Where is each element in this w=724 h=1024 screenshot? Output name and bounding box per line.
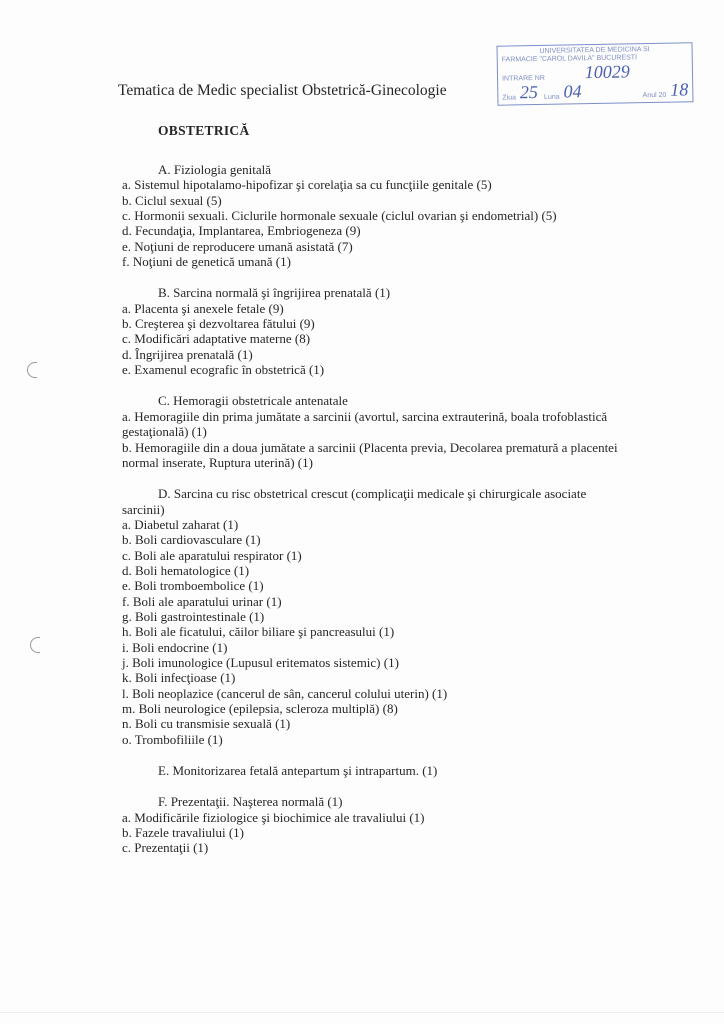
punch-hole-mark bbox=[30, 637, 40, 653]
subsection-title: B. Sarcina normală şi îngrijirea prenatală (1) bbox=[158, 285, 391, 301]
list-item: b. Fazele travaliului (1) bbox=[122, 825, 245, 841]
syllabus-body bbox=[122, 162, 642, 856]
spacer bbox=[122, 377, 642, 393]
list-item: b. Creşterea şi dezvoltarea fătului (9) bbox=[122, 316, 315, 332]
subsection-title: F. Prezentaţii. Naşterea normală (1) bbox=[158, 794, 343, 810]
list-item: d. Boli hematologice (1) bbox=[122, 562, 250, 578]
section-heading: OBSTETRICĂ bbox=[158, 123, 250, 138]
registration-stamp bbox=[496, 42, 693, 105]
list-item: k. Boli infecţioase (1) bbox=[122, 670, 236, 686]
subsection-title: C. Hemoragii obstetricale antenatale bbox=[158, 393, 348, 409]
stamp-month: 04 bbox=[563, 81, 582, 102]
list-item: a. Placenta şi anexele fetale (9) bbox=[122, 300, 284, 316]
list-item: o. Trombofiliile (1) bbox=[122, 731, 223, 747]
list-item: b. Boli cardiovasculare (1) bbox=[122, 532, 261, 548]
list-item: m. Boli neurologice (epilepsia, scleroza multiplă) (8) bbox=[122, 701, 398, 716]
list-item: i. Boli endocrine (1) bbox=[122, 639, 228, 655]
list-item: f. Noţiuni de genetică umană (1) bbox=[122, 254, 291, 270]
list-item: l. Boli neoplazice (cancerul de sân, cancerul colului uterin) (1) bbox=[122, 685, 448, 701]
list-item: d. Fecundaţia, Implantarea, Embriogeneza (9) bbox=[122, 223, 361, 239]
stamp-row bbox=[502, 80, 688, 102]
list-item: n. Boli cu transmisie sexuală (1) bbox=[122, 716, 291, 732]
list-item: f. Boli ale aparatului urinar (1) bbox=[122, 593, 282, 609]
list-item: j. Boli imunologice (Lupusul eritematos sistemic) (1) bbox=[122, 654, 399, 670]
list-item: e. Examenul ecografic în obstetrică (1) bbox=[122, 362, 325, 378]
spacer bbox=[122, 269, 642, 285]
scan-edge bbox=[0, 1012, 724, 1013]
list-item: e. Boli tromboembolice (1) bbox=[122, 578, 264, 594]
subsection-title: D. Sarcina cu risc obstetrical crescut (complicaţii medicale şi chirurgicale asociate bbox=[158, 486, 587, 502]
list-item: b. Hemoragiile din a doua jumătate a sarcinii (Placenta previa, Decolarea prematură a placentei normal inserate, Ruptura uterină) (1) bbox=[122, 439, 618, 470]
stamp-zi-label: Ziua bbox=[502, 94, 517, 102]
stamp-university: UNIVERSITATEA DE MEDICINA SI bbox=[539, 46, 650, 55]
punch-hole-mark bbox=[27, 362, 37, 378]
list-item: a. Diabetul zaharat (1) bbox=[122, 516, 239, 532]
spacer bbox=[122, 778, 642, 794]
spacer bbox=[122, 747, 642, 763]
list-item: a. Hemoragiile din prima jumătate a sarcinii (avortul, sarcina extrauterină, boala trofoblastică gestaţională) (1) bbox=[122, 408, 608, 440]
stamp-luna-label: Luna bbox=[543, 93, 560, 101]
list-item: g. Boli gastrointestinale (1) bbox=[122, 608, 265, 624]
list-item: c. Modificări adaptative materne (8) bbox=[122, 331, 311, 347]
subsection-title: A. Fiziologia genitală bbox=[158, 162, 272, 177]
spacer bbox=[122, 470, 642, 486]
stamp-anul-label: Anul 20 bbox=[642, 91, 667, 100]
stamp-entry-number: 10029 bbox=[584, 61, 630, 83]
list-item: e. Noţiuni de reproducere umană asistată (7) bbox=[122, 238, 353, 254]
stamp-year: 18 bbox=[670, 79, 689, 100]
subsection-title: E. Monitorizarea fetală antepartum şi intrapartum. (1) bbox=[158, 763, 438, 779]
list-item: d. Îngrijirea prenatală (1) bbox=[122, 346, 253, 362]
list-item: a. Sistemul hipotalamo-hipofizar şi corelaţia sa cu funcţiile genitale (5) bbox=[122, 177, 492, 193]
list-item: a. Modificările fiziologice şi biochimice ale travaliului (1) bbox=[122, 809, 425, 825]
stamp-intrare-label: INTRARE NR bbox=[502, 74, 545, 83]
stamp-faculty: FARMACIE "CAROL DAVILA" BUCURESTI bbox=[501, 54, 638, 64]
subsection-title-cont: sarcinii) bbox=[122, 501, 165, 517]
list-item: c. Prezentaţii (1) bbox=[122, 840, 209, 856]
list-item: c. Boli ale aparatului respirator (1) bbox=[122, 547, 302, 563]
list-item: h. Boli ale ficatului, căilor biliare şi pancreasului (1) bbox=[122, 624, 395, 640]
list-item: c. Hormonii sexuali. Ciclurile hormonale sexuale (ciclul ovarian şi endometrial) (5) bbox=[122, 208, 557, 224]
document-title: Tematica de Medic specialist Obstetrică-Ginecologie bbox=[118, 82, 447, 99]
list-item: b. Ciclul sexual (5) bbox=[122, 192, 222, 208]
stamp-day: 25 bbox=[519, 82, 539, 103]
